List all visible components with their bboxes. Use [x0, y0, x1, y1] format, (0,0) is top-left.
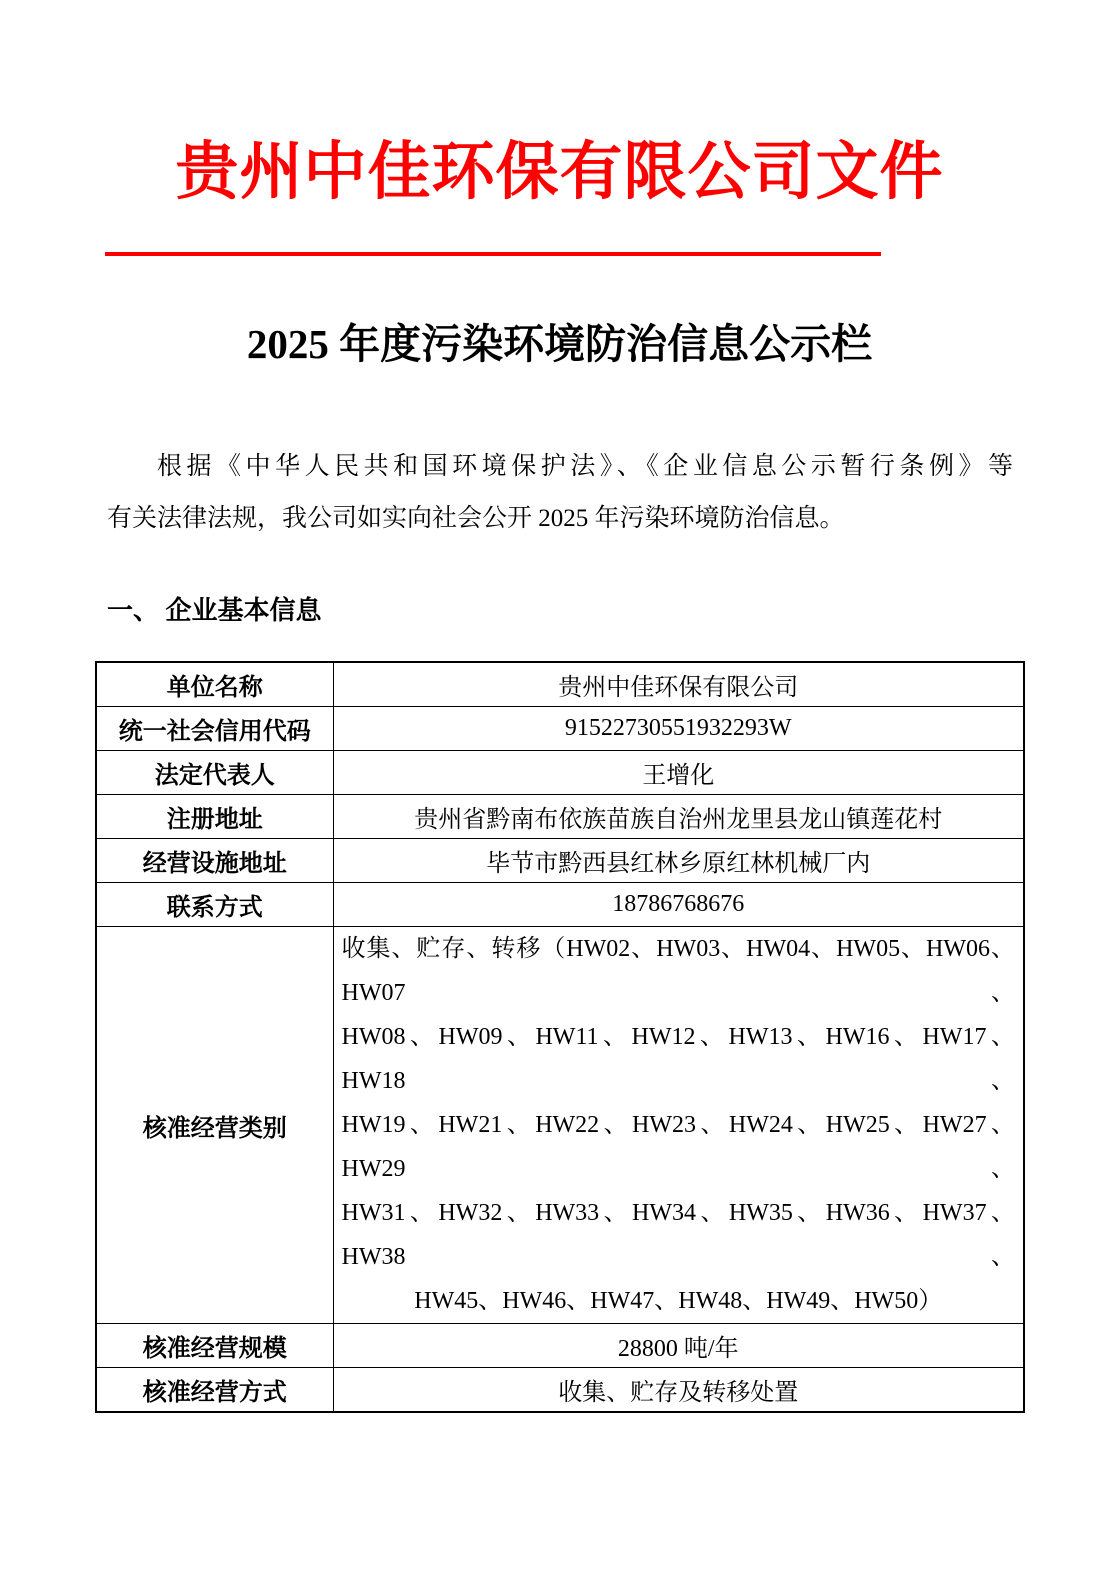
row-label-legal-representative: 法定代表人 — [96, 751, 333, 795]
document-title: 2025 年度污染环境防治信息公示栏 — [246, 321, 873, 367]
row-value-registered-address: 贵州省黔南布依族苗族自治州龙里县龙山镇莲花村 — [333, 795, 1024, 839]
table-row — [96, 1368, 1024, 1413]
table-row — [96, 707, 1024, 751]
row-value-unit-name: 贵州中佳环保有限公司 — [333, 662, 1024, 707]
approved-categories-line: HW19、HW21、HW22、HW23、HW24、HW25、HW27、HW29、 — [341, 1112, 1015, 1182]
section-heading-basic-info: 一、 企业基本信息 — [107, 596, 322, 625]
company-info-table — [95, 661, 1025, 1413]
row-value-legal-representative: 王增化 — [333, 751, 1024, 795]
intro-line-2: 有关法律法规，我公司如实向社会公开 2025 年污染环境防治信息。 — [107, 505, 845, 532]
approved-categories-line: HW31、HW32、HW33、HW34、HW35、HW36、HW37、HW38、 — [341, 1200, 1015, 1270]
row-label-approved-scale: 核准经营规模 — [96, 1324, 333, 1368]
row-value-credit-code: 91522730551932293W — [333, 707, 1024, 751]
row-label-approved-categories: 核准经营类别 — [96, 927, 333, 1324]
row-value-approved-mode: 收集、贮存及转移处置 — [333, 1368, 1024, 1413]
table-row — [96, 751, 1024, 795]
row-label-unit-name: 单位名称 — [96, 662, 333, 707]
row-value-approved-categories — [333, 927, 1024, 1324]
table-row — [96, 795, 1024, 839]
table-row — [96, 1324, 1024, 1368]
table-row — [96, 839, 1024, 883]
row-value-facility-address: 毕节市黔西县红林乡原红林机械厂内 — [333, 839, 1024, 883]
title-divider-rule — [105, 252, 881, 256]
row-label-facility-address: 经营设施地址 — [96, 839, 333, 883]
approved-categories-line: HW08、HW09、HW11、HW12、HW13、HW16、HW17、HW18、 — [341, 1024, 1015, 1094]
approved-categories-line: 收集、贮存、转移（HW02、HW03、HW04、HW05、HW06、HW07、 — [341, 936, 1015, 1006]
organization-title: 贵州中佳环保有限公司文件 — [175, 137, 944, 207]
table-row — [96, 927, 1024, 1324]
row-value-contact: 18786768676 — [333, 883, 1024, 927]
intro-paragraph — [107, 441, 1013, 545]
row-value-approved-scale: 28800 吨/年 — [333, 1324, 1024, 1368]
approved-categories-line: HW45、HW46、HW47、HW48、HW49、HW50） — [414, 1288, 943, 1314]
row-label-contact: 联系方式 — [96, 883, 333, 927]
table-row — [96, 662, 1024, 707]
row-label-approved-mode: 核准经营方式 — [96, 1368, 333, 1413]
row-label-registered-address: 注册地址 — [96, 795, 333, 839]
table-row — [96, 883, 1024, 927]
intro-line-1: 根据《中华人民共和国环境保护法》、《企业信息公示暂行条例》等 — [157, 453, 1013, 480]
row-label-credit-code: 统一社会信用代码 — [96, 707, 333, 751]
